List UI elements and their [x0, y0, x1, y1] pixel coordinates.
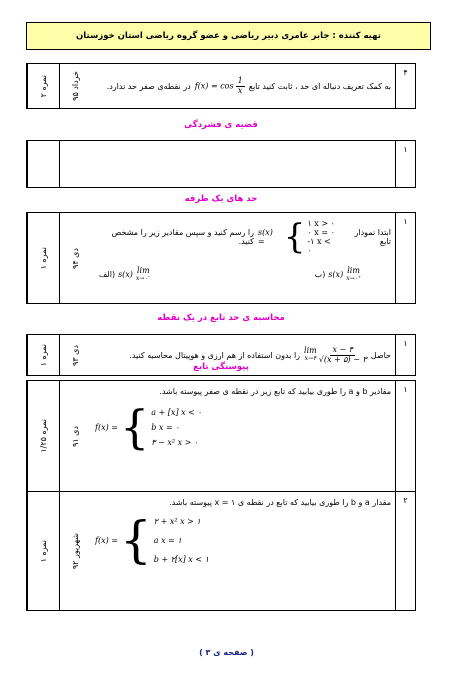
question-text-part2: را بدون استفاده از هم ارزی و هوپیتال محاسبه کنید. — [129, 350, 301, 360]
case-line: ۱ x > ۰ — [307, 219, 335, 228]
section-title-squeeze: قضیه ی فشردگی — [184, 120, 258, 130]
part-a-label: (الف — [99, 270, 116, 280]
case-line: b + ۲[x] x < ۱ — [153, 554, 209, 564]
score-cell — [27, 213, 59, 303]
question-row-q4 — [26, 63, 416, 109]
question-number: ۱ — [395, 141, 415, 187]
date-cell — [59, 381, 91, 491]
case-line: a x = ۱ — [153, 535, 182, 545]
question-text-part1: مقدار a و b را طوری بیابید که تابع در نقطه ی ۱ = x پیوسته باشد. — [169, 498, 391, 507]
question-text-part1: به کمک تعریف دنباله ای حد ، ثابت کنید تابع — [248, 81, 391, 91]
question-text-part2: در نقطه‌ی صفر حد ندارد. — [106, 81, 191, 91]
score-cell — [27, 64, 59, 108]
date-cell — [59, 213, 91, 303]
case-line: ۳ − x² x > ۰ — [151, 437, 199, 447]
exam-date: شهریور ۹۲ — [71, 532, 80, 570]
case-line: a + [x] x < ۰ — [151, 407, 202, 417]
question-row-continuity-1 — [26, 380, 416, 492]
exam-score: ۱/۲۵ نمره — [39, 419, 48, 453]
piecewise-f1: f(x) = { a + [x] x < ۰ b x = ۰ ۳ − x² x > ۰ — [95, 400, 202, 454]
question-number: ۱ — [395, 335, 415, 375]
question-text — [91, 381, 395, 491]
exam-score: ۲ نمره — [39, 74, 48, 98]
question-number: ۱ — [395, 381, 415, 491]
exam-score: ۱ نمره — [39, 539, 48, 563]
part-b-label: (ب — [314, 270, 326, 280]
section-title-continuity: پیوستگی تابع — [193, 362, 249, 372]
question-number: ۱ — [395, 213, 415, 303]
case-line: ۲ + x² x > ۱ — [153, 516, 201, 526]
date-cell — [59, 492, 91, 610]
question-text — [91, 64, 395, 108]
page-header-banner — [26, 22, 431, 50]
question-text-part1: مقادیر b و a را طوری بیابید که تابع زیر در نقطه ی صفر پیوسته باشد. — [159, 387, 391, 396]
question-text — [91, 492, 395, 610]
question-text-part1: ابتدا نمودار تابع — [354, 228, 391, 246]
score-cell — [27, 492, 59, 610]
piecewise-s: s(x) = { ۱ x > ۰ ۰ x = ۰ -۱ x < ۰ — [258, 219, 337, 255]
question-text-part1: حاصل — [370, 350, 391, 360]
case-line: -۱ x < ۰ — [307, 237, 331, 255]
case-line: ۰ x = ۰ — [307, 228, 335, 237]
case-line: b x = ۰ — [151, 422, 180, 432]
piecewise-f2: f(x) = { ۲ + x² x > ۱ a x = ۱ b + ۲[x] x < ۱ — [95, 511, 209, 569]
exam-date: دی ۹۱ — [71, 425, 80, 447]
score-cell — [27, 381, 59, 491]
question-text — [91, 141, 395, 187]
header-title: تهیه کننده : جابر عامری دبیر ریاضی و عضو گروه ریاضی استان خوزستان — [76, 31, 381, 41]
question-number: ۴ — [395, 64, 415, 108]
question-row-squeeze — [26, 140, 416, 188]
question-number: ۲ — [395, 492, 415, 610]
formula-cos: f(x) = cos $\frac{1}{x}$ — [194, 75, 243, 95]
exam-score: ۱ نمره — [39, 246, 48, 270]
question-row-continuity-2 — [26, 491, 416, 611]
part-a: lim x→۰⁻ s(x) (الف — [99, 266, 151, 282]
score-cell — [27, 141, 59, 187]
exam-date: خرداد ۹۵ — [71, 71, 80, 101]
part-b: lim x→۰⁺ s(x) (ب — [314, 266, 361, 282]
exam-date: دی ۹۳ — [71, 344, 80, 366]
page-footer: ( صفحه ی ۳ ) — [199, 648, 254, 657]
section-title-one-sided: حد های یک طرفه — [184, 194, 258, 204]
question-text — [91, 213, 395, 303]
date-cell — [59, 141, 91, 187]
exam-date: دی ۹۴ — [71, 247, 80, 269]
limit-expression: lim x→۴ $\frac{x - ۴}{√(x + ۵) - ۳}$ — [304, 344, 367, 364]
question-row-one-sided — [26, 212, 416, 304]
date-cell — [59, 64, 91, 108]
section-title-limit: محاسبه ی حد تابع در یک نقطه — [157, 313, 285, 323]
question-text-part2: را رسم کنید و سپس مقادیر زیر را مشخص کنید. — [111, 228, 254, 246]
exam-score: ۱ نمره — [39, 343, 48, 367]
